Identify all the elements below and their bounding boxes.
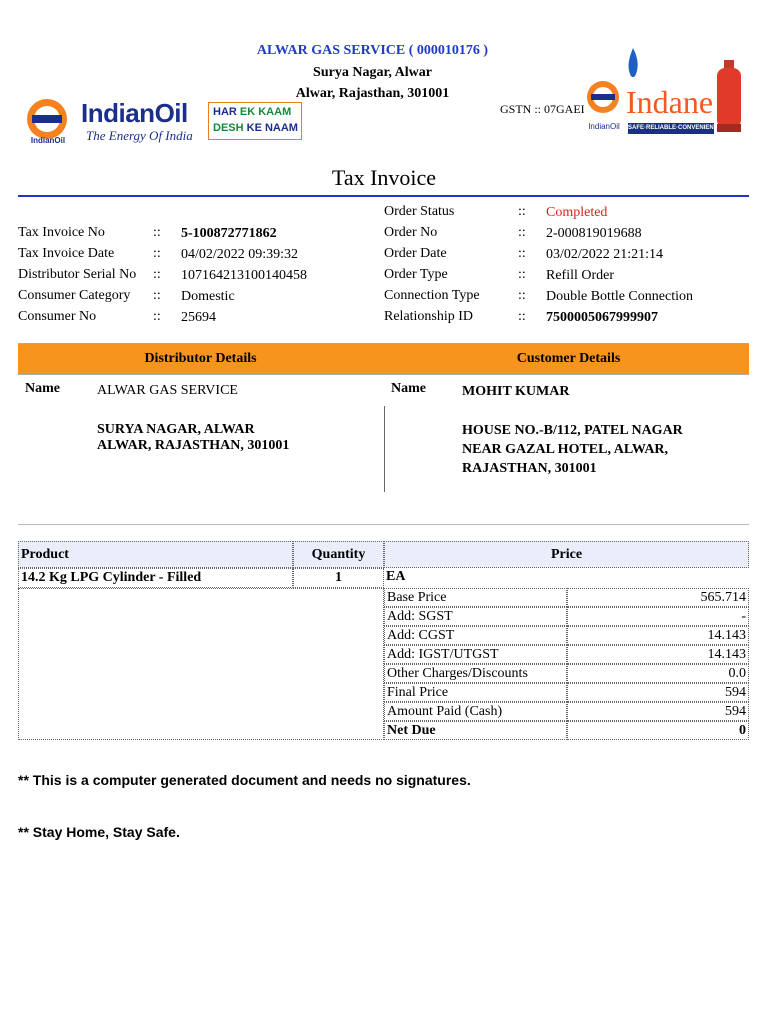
product-unit: EA — [386, 569, 406, 584]
invoice-left-label: Tax Invoice Date — [18, 246, 115, 261]
price-row-label: Final Price — [384, 683, 567, 702]
gstn-text: GSTN :: 07GAEI — [500, 102, 585, 116]
indane-emblem-label: IndianOil — [588, 122, 620, 131]
desh-word: DESH — [213, 122, 244, 134]
invoice-left-value: 25694 — [181, 310, 216, 325]
invoice-left-label: Consumer No — [18, 309, 97, 324]
customer-address-line2: NEAR GAZAL HOTEL, ALWAR, — [462, 442, 669, 457]
invoice-right-value: 2-000819019688 — [546, 226, 642, 241]
distributor-name: ALWAR GAS SERVICE — [97, 383, 238, 398]
invoice-right-label: Order Type — [384, 267, 448, 282]
customer-name: MOHIT KUMAR — [462, 384, 570, 399]
indane-tagline: SAFE·RELIABLE·CONVENIENT — [628, 123, 714, 134]
product-empty-area — [18, 588, 384, 740]
price-header: Price — [384, 541, 749, 568]
price-row-value: 14.143 — [567, 626, 749, 645]
invoice-right-separator: :: — [518, 309, 526, 324]
price-row-value: 0 — [567, 721, 749, 740]
har-word: HAR — [213, 106, 237, 118]
indianoil-brand-oil: Oil — [154, 98, 188, 128]
distributor-name-label: Name — [25, 381, 60, 396]
indane-emblem-icon — [586, 80, 620, 114]
distributor-address-line1-detail: SURYA NAGAR, ALWAR — [97, 422, 255, 437]
product-quantity: 1 — [293, 568, 384, 588]
distributor-address-line1: Surya Nagar, Alwar — [313, 65, 432, 80]
page-title: Tax Invoice — [331, 165, 437, 190]
distributor-address-line2-detail: ALWAR, RAJASTHAN, 301001 — [97, 438, 290, 453]
gas-cylinder-icon — [714, 60, 744, 132]
price-row-value: 594 — [567, 702, 749, 721]
invoice-left-value: 5-100872771862 — [181, 226, 277, 241]
indianoil-emblem-icon — [26, 98, 68, 140]
invoice-right-value: Refill Order — [546, 268, 615, 283]
invoice-left-value: 04/02/2022 09:39:32 — [181, 247, 299, 262]
flame-icon — [626, 48, 640, 82]
indianoil-brand — [81, 98, 188, 129]
section-divider — [18, 524, 749, 525]
stay-safe-note: ** Stay Home, Stay Safe. — [18, 824, 180, 840]
price-row-label: Net Due — [384, 721, 567, 740]
desh-ke-naam-line — [213, 122, 298, 134]
indianoil-logo — [26, 98, 306, 148]
invoice-right-separator: :: — [518, 204, 526, 219]
invoice-right-separator: :: — [518, 225, 526, 240]
details-divider — [384, 406, 385, 492]
har-ek-kaam-line — [213, 106, 291, 118]
ke-naam-word: KE NAAM — [246, 122, 298, 134]
invoice-right-value: Completed — [546, 205, 608, 220]
invoice-left-separator: :: — [153, 309, 161, 324]
price-row-value: 565.714 — [567, 588, 749, 607]
distributor-title: ALWAR GAS SERVICE ( 000010176 ) — [256, 43, 489, 58]
invoice-right-label: Order Status — [384, 204, 455, 219]
indianoil-brand-indian: Indian — [81, 98, 155, 128]
price-row-value: 14.143 — [567, 645, 749, 664]
price-row-value: 0.0 — [567, 664, 749, 683]
customer-name-label: Name — [391, 381, 426, 396]
invoice-right-label: Connection Type — [384, 288, 480, 303]
quantity-header: Quantity — [293, 541, 384, 568]
invoice-right-value: Double Bottle Connection — [546, 289, 693, 304]
title-divider — [18, 195, 749, 197]
price-row-value: - — [567, 607, 749, 626]
gstn-number — [500, 102, 585, 117]
customer-details-header: Customer Details — [516, 351, 621, 366]
product-name: 14.2 Kg LPG Cylinder - Filled — [18, 568, 293, 588]
invoice-right-separator: :: — [518, 246, 526, 261]
indane-brand: Indane — [626, 84, 714, 120]
details-header-bar — [18, 343, 749, 375]
customer-address-line1: HOUSE NO.-B/112, PATEL NAGAR — [462, 423, 683, 438]
invoice-left-label: Distributor Serial No — [18, 267, 137, 282]
invoice-left-label: Consumer Category — [18, 288, 131, 303]
invoice-left-separator: :: — [153, 225, 161, 240]
indianoil-tagline: The Energy Of India — [86, 128, 193, 143]
price-row-label: Add: CGST — [384, 626, 567, 645]
invoice-right-separator: :: — [518, 267, 526, 282]
invoice-right-label: Order No — [384, 225, 438, 240]
price-row-label: Add: SGST — [384, 607, 567, 626]
invoice-left-separator: :: — [153, 246, 161, 261]
invoice-left-value: 107164213100140458 — [181, 268, 307, 283]
customer-address-line3: RAJASTHAN, 301001 — [462, 461, 597, 476]
distributor-address-line2: Alwar, Rajasthan, 301001 — [295, 86, 450, 101]
har-ek-kaam-badge — [208, 102, 302, 140]
indianoil-emblem-label: IndianOil — [30, 136, 66, 145]
distributor-details-header: Distributor Details — [144, 351, 257, 366]
price-row-label: Base Price — [384, 588, 567, 607]
computer-generated-note: ** This is a computer generated document and needs no signatures. — [18, 772, 471, 788]
invoice-left-value: Domestic — [181, 289, 235, 304]
invoice-right-value: 7500005067999907 — [546, 310, 658, 325]
invoice-left-separator: :: — [153, 288, 161, 303]
invoice-left-label: Tax Invoice No — [18, 225, 105, 240]
price-row-label: Add: IGST/UTGST — [384, 645, 567, 664]
price-row-value: 594 — [567, 683, 749, 702]
invoice-right-label: Order Date — [384, 246, 447, 261]
price-row-label: Other Charges/Discounts — [384, 664, 567, 683]
invoice-right-separator: :: — [518, 288, 526, 303]
invoice-left-separator: :: — [153, 267, 161, 282]
product-header: Product — [18, 541, 293, 568]
invoice-right-value: 03/02/2022 21:21:14 — [546, 247, 664, 262]
indane-logo — [586, 48, 751, 138]
price-row-label: Amount Paid (Cash) — [384, 702, 567, 721]
invoice-right-label: Relationship ID — [384, 309, 474, 324]
ek-kaam-word: EK KAAM — [239, 106, 292, 118]
